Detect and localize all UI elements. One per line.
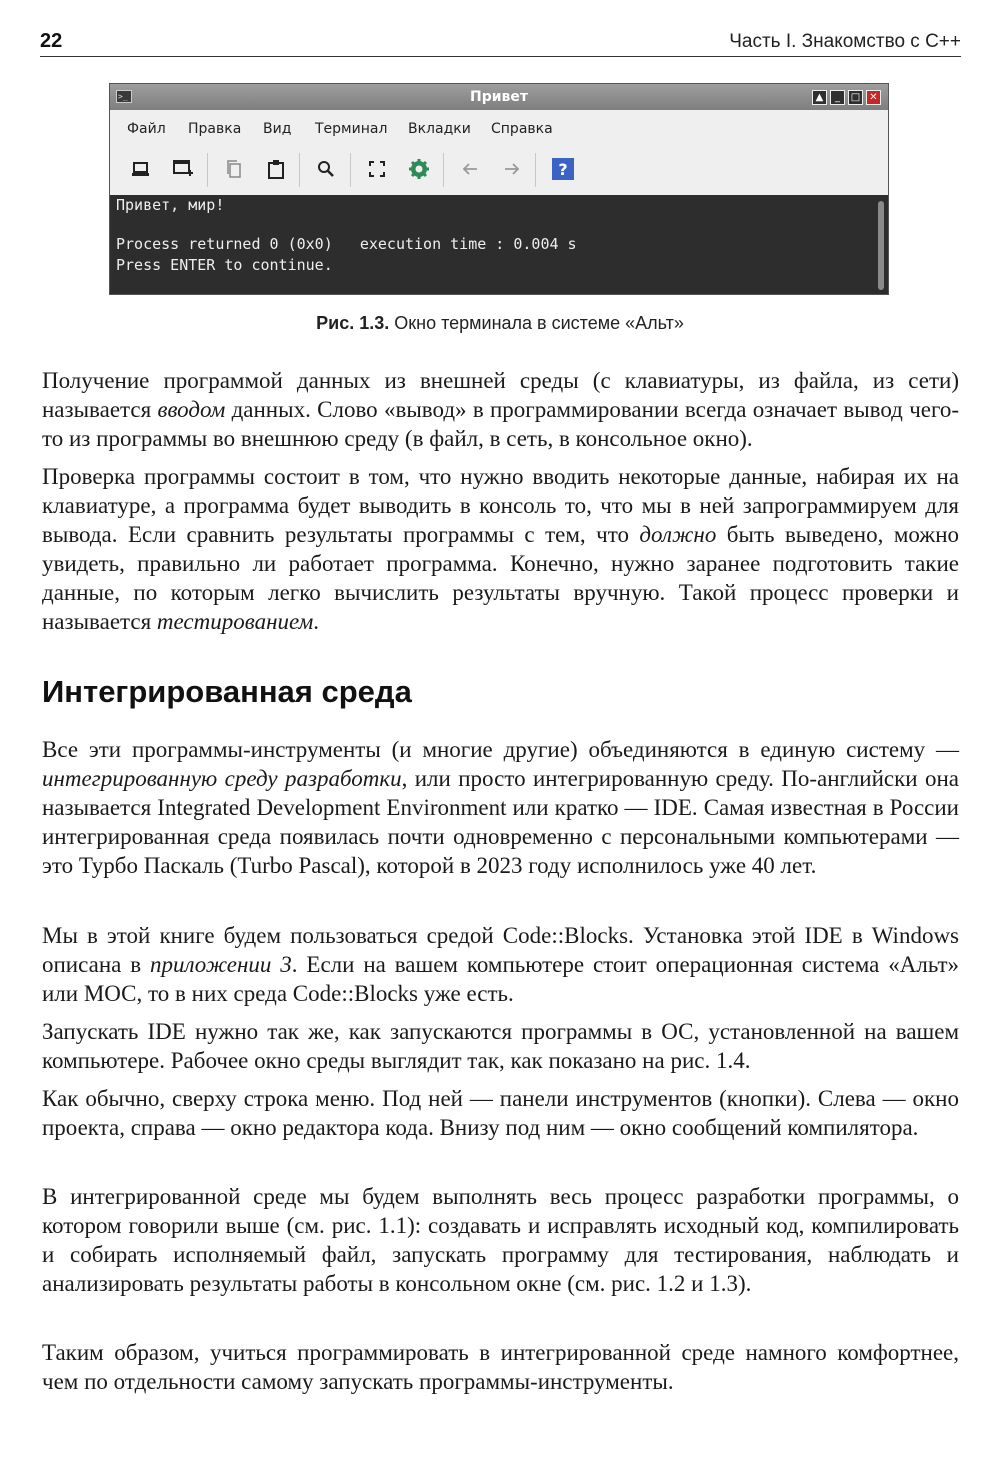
toolbar-separator	[350, 153, 351, 187]
text-run: Получение программой данных из внешней среды (с клавиатуры, из файла, из сети) называется	[42, 368, 959, 422]
terminal-line: Привет, мир!	[116, 196, 225, 214]
terminal-scrollbar[interactable]	[878, 201, 884, 290]
toolbar-separator	[443, 153, 444, 187]
text-run: Как обычно, сверху строка меню. Под ней — панели инструментов (кнопки). Слева — окно проекта, справа — окно редактора кода. Внизу под ним — окно сообщений компилятора.	[42, 1086, 959, 1140]
emphasis-text: должно	[639, 522, 717, 547]
menu-tabs[interactable]: Вкладки	[408, 121, 471, 137]
page-number: 22	[40, 30, 63, 52]
fullscreen-icon[interactable]	[365, 157, 389, 181]
terminal-toolbar	[110, 143, 888, 195]
text-run: Все эти программы-инструменты (и многие другие) объединяются в единую систему —	[42, 737, 959, 762]
preferences-icon[interactable]	[407, 157, 431, 181]
toolbar-separator	[535, 153, 536, 187]
emphasis-text: интегрированную среду разработки	[42, 766, 402, 791]
close-icon[interactable]: ✕	[866, 90, 881, 105]
text-run: Запускать IDE нужно так же, как запускаются программы в ОС, установленной на вашем компьютере. Рабочее окно среды выглядит так, как показано на рис. 1.4.	[42, 1019, 959, 1073]
paragraph	[42, 735, 959, 880]
text-run: . Если на вашем компьютере стоит операционная система «Альт» или МОС, то в них среда Code::Blocks уже есть.	[42, 952, 959, 1006]
back-arrow-icon[interactable]	[458, 157, 482, 181]
paragraph	[42, 1084, 959, 1142]
emphasis-text: приложении 3	[149, 952, 292, 977]
restore-icon[interactable]: □	[848, 90, 863, 105]
terminal-menubar	[110, 110, 888, 143]
paste-icon[interactable]	[264, 157, 288, 181]
new-window-icon[interactable]	[171, 157, 195, 181]
figure-caption	[0, 313, 1000, 334]
toolbar-separator	[207, 153, 208, 187]
paragraph	[42, 1017, 959, 1075]
copy-icon[interactable]	[222, 157, 246, 181]
terminal-line: Press ENTER to continue.	[116, 256, 333, 274]
maximize-up-icon[interactable]: ▲	[812, 90, 827, 105]
running-header	[40, 28, 961, 57]
menu-file[interactable]: Файл	[127, 121, 166, 137]
search-icon[interactable]	[314, 157, 338, 181]
figure-text: Окно терминала в системе «Альт»	[389, 313, 684, 333]
terminal-titlebar[interactable]	[110, 84, 888, 110]
menu-help[interactable]: Справка	[491, 121, 553, 137]
new-tab-icon[interactable]	[129, 157, 153, 181]
terminal-app-icon: >_	[116, 90, 132, 103]
terminal-window	[109, 83, 889, 295]
text-run: Мы в этой книге будем пользоваться средой Code::Blocks. Установка этой IDE в Windows описана в	[42, 923, 959, 977]
menu-view[interactable]: Вид	[263, 121, 292, 137]
menu-edit[interactable]: Правка	[188, 121, 242, 137]
minimize-icon[interactable]: _	[830, 90, 845, 105]
toolbar-separator	[299, 153, 300, 187]
text-run: , или просто интегрированную среду. По-английски она называется Integrated Development Environment или кратко — IDE. Самая известная в России интегрированная среда появилась почти одновременно с персональными компьютерами — это Турбо Паскаль (Turbo Pascal), которой в 2023 году исполнилось уже 40 лет.	[42, 766, 959, 878]
running-head-title: Часть I. Знакомство с С++	[729, 31, 961, 52]
emphasis-text: вводом	[157, 397, 226, 422]
figure-label: Рис. 1.3.	[316, 313, 390, 333]
text-run: данных. Слово «вывод» в программировании всегда означает вывод чего-то из программы во внешнюю среду (в файл, в сеть, в консольное окно).	[42, 397, 959, 451]
paragraph	[42, 366, 959, 453]
text-run: Проверка программы состоит в том, что нужно вводить некоторые данные, набирая их на клавиатуре, а программа будет выводить в консоль то, что мы в ней запрограммируем для вывода. Если сравнить результаты программы с тем, что	[42, 464, 959, 547]
menu-terminal[interactable]: Терминал	[315, 121, 388, 137]
text-run: В интегрированной среде мы будем выполнять весь процесс разработки программы, о котором говорили выше (см. рис. 1.1): создавать и исправлять исходный код, компилировать и собирать исполняемый файл, запускать программу для тестирования, наблюдать и анализировать результаты работы в консольном окне (см. рис. 1.2 и 1.3).	[42, 1184, 959, 1296]
paragraph	[42, 1338, 959, 1396]
help-icon[interactable]	[551, 157, 575, 181]
text-run: Таким образом, учиться программировать в интегрированной среде намного комфортнее, чем по отдельности самому запускать программы-инструменты.	[42, 1340, 959, 1394]
text-run: быть выведено, можно увидеть, правильно ли работает программа. Конечно, нужно заранее подготовить такие данные, по которым легко вычислить результаты вручную. Такой процесс проверки и называется	[42, 522, 960, 634]
paragraph	[42, 1182, 959, 1298]
forward-arrow-icon[interactable]	[500, 157, 524, 181]
section-heading: Интегрированная среда	[42, 674, 412, 709]
svg-text:?: ?	[558, 160, 568, 179]
terminal-output[interactable]	[110, 195, 888, 294]
terminal-line: Process returned 0 (0x0) execution time : 0.004 s	[116, 235, 577, 253]
emphasis-text: тестированием	[156, 609, 314, 634]
terminal-title: Привет	[469, 89, 529, 105]
paragraph	[42, 462, 959, 636]
text-run: .	[313, 609, 320, 634]
paragraph	[42, 921, 959, 1008]
